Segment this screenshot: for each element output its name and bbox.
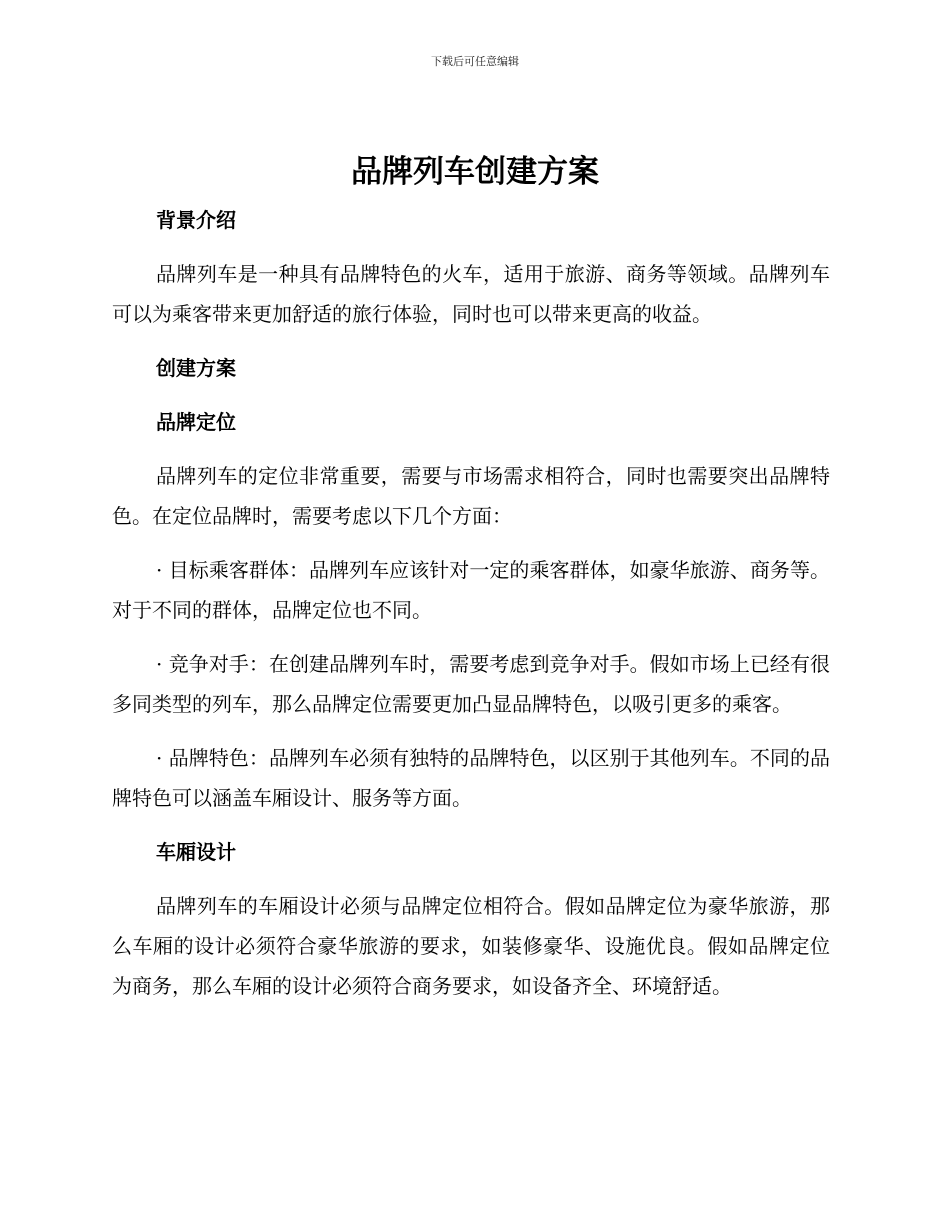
paragraph-carriage-design: 品牌列车的车厢设计必须与品牌定位相符合。假如品牌定位为豪华旅游，那么车厢的设计必须符合豪华旅游的要求，如装修豪华、设施优良。假如品牌定位为商务，那么车厢的设计必须符合商务要求，如设备齐全、环境舒适。: [112, 894, 830, 998]
bullet-brand-feature: · 品牌特色：品牌列车必须有独特的品牌特色，以区别于其他列车。不同的品牌特色可以涵盖车厢设计、服务等方面。: [112, 746, 830, 810]
heading-plan: 创建方案: [156, 356, 236, 380]
heading-carriage-design: 车厢设计: [156, 840, 236, 864]
document-title: 品牌列车创建方案: [351, 154, 599, 190]
paragraph-positioning: 品牌列车的定位非常重要，需要与市场需求相符合，同时也需要突出品牌特色。在定位品牌时，需要考虑以下几个方面：: [112, 464, 830, 528]
bullet-target-passengers: · 目标乘客群体：品牌列车应该针对一定的乘客群体，如豪华旅游、商务等。对于不同的群体，品牌定位也不同。: [112, 558, 830, 622]
heading-background: 背景介绍: [156, 208, 236, 232]
document-body: [112, 200, 830, 1006]
header-note: 下载后可任意编辑: [431, 55, 519, 68]
heading-positioning: 品牌定位: [156, 410, 236, 434]
paragraph-background: 品牌列车是一种具有品牌特色的火车，适用于旅游、商务等领域。品牌列车可以为乘客带来更加舒适的旅行体验，同时也可以带来更高的收益。: [112, 262, 830, 326]
bullet-competitors: · 竞争对手：在创建品牌列车时，需要考虑到竞争对手。假如市场上已经有很多同类型的列车，那么品牌定位需要更加凸显品牌特色，以吸引更多的乘客。: [112, 652, 830, 716]
